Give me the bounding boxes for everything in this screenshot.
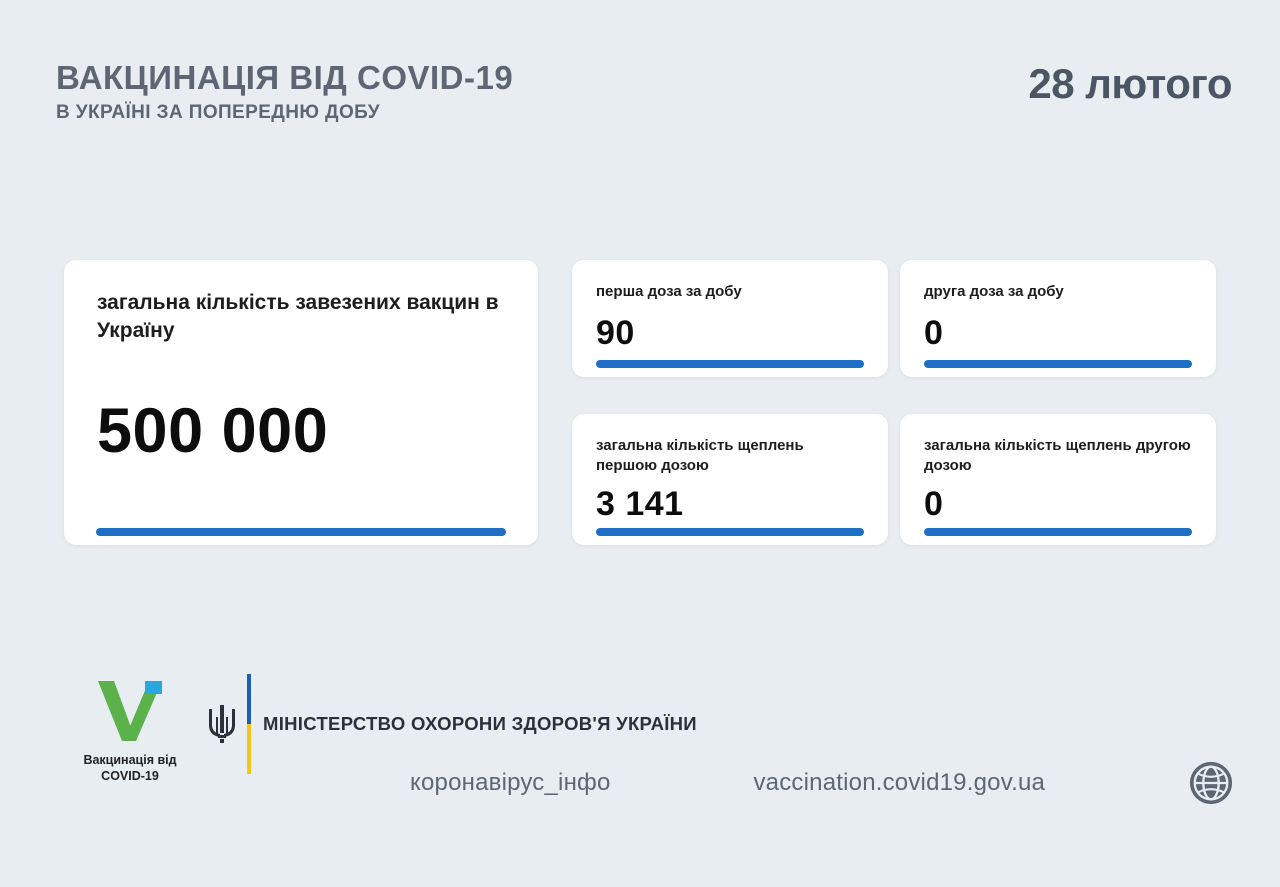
- card-accent-bar: [596, 360, 864, 368]
- card-second-dose-total-label: загальна кількість щеплень другою дозою: [924, 437, 1191, 475]
- card-first-dose-day-value: 90: [596, 314, 635, 352]
- card-second-dose-day-value: 0: [924, 314, 944, 352]
- card-accent-bar: [96, 528, 506, 536]
- card-total-delivered-value: 500 000: [97, 396, 329, 466]
- telegram-channel-link[interactable]: коронавірус_інфо: [410, 769, 611, 796]
- card-first-dose-total: [572, 414, 888, 545]
- ministry-logo: [205, 674, 697, 774]
- ministry-name: МІНІСТЕРСТВО ОХОРОНИ ЗДОРОВ'Я УКРАЇНИ: [263, 712, 697, 734]
- trident-icon: [205, 684, 239, 764]
- report-date: 28 лютого: [1028, 60, 1232, 107]
- card-first-dose-day-label: перша доза за добу: [596, 283, 742, 300]
- card-accent-bar: [596, 528, 864, 536]
- flag-divider: [247, 674, 251, 774]
- checkmark-v-icon: [70, 674, 190, 748]
- card-second-dose-total-value: 0: [924, 485, 944, 523]
- card-total-delivered: [64, 260, 538, 545]
- page-footer: [0, 660, 1280, 830]
- card-accent-bar: [924, 528, 1192, 536]
- page-header: [56, 58, 1232, 124]
- footer-links: [410, 760, 1234, 806]
- card-first-dose-total-value: 3 141: [596, 485, 684, 523]
- website-link[interactable]: vaccination.covid19.gov.ua: [753, 769, 1046, 796]
- card-accent-bar: [924, 360, 1192, 368]
- globe-icon: [1188, 760, 1234, 806]
- card-second-dose-total: [900, 414, 1216, 545]
- title-block: [56, 58, 513, 124]
- vaccination-logo-caption: Вакцинація від COVID-19: [83, 753, 177, 783]
- card-first-dose-day: [572, 260, 888, 377]
- card-first-dose-total-label: загальна кількість щеплень першою дозою: [596, 437, 804, 475]
- page-subtitle: В УКРАЇНІ ЗА ПОПЕРЕДНЮ ДОБУ: [56, 101, 380, 123]
- card-second-dose-day: [900, 260, 1216, 377]
- card-second-dose-day-label: друга доза за добу: [924, 283, 1064, 300]
- vaccination-logo: [70, 674, 190, 784]
- card-total-delivered-label: загальна кількість завезених вакцин в Україну: [97, 291, 499, 342]
- page-title: ВАКЦИНАЦІЯ ВІД COVID-19: [56, 59, 514, 96]
